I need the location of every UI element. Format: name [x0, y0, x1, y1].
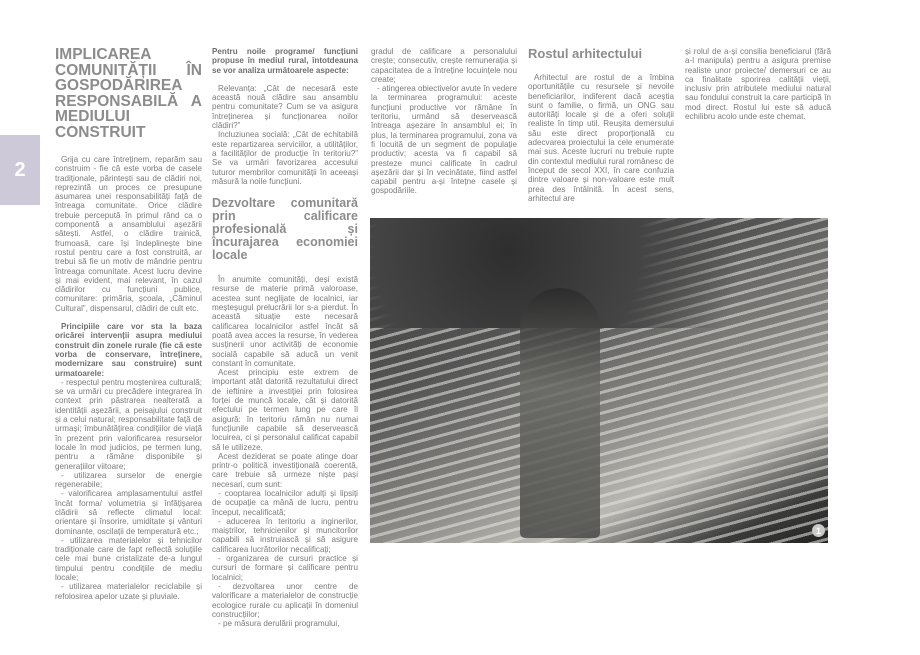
list-item: - utilizarea surselor de energie regenerabile;: [55, 470, 202, 490]
chapter-tab: [0, 135, 40, 205]
list-item: - aducerea în teritoriu a inginerilor, maiștrilor, tehnicienilor și muncitorilor capabili să instruiască și să asigure calificarea lucrătorilor necalificați;: [212, 516, 358, 554]
list-item: - valorificarea amplasamentului astfel încât forma/ volumetria și înfățișarea clădirii să reflecte climatul local: orientare și însorire, umiditate și vânturi dominante, oscilații de temperatură etc.;: [55, 489, 202, 536]
section-heading: Rostul arhitectului: [528, 46, 643, 61]
list-item: - utilizarea materialelor reciclabile și refolosirea apelor uzate și pluviale.: [55, 582, 202, 601]
photo-person: [520, 288, 600, 538]
list-item: - cooptarea localnicilor adulți și lipsiți de ocupație ca mână de lucru, pentru început, necalificată;: [212, 488, 358, 517]
list-item: - atingerea obiectivelor avute în vedere la terminarea programului: aceste funcțiuni productive vor rămâne în teritoriu, urmând să deservească întreaga așezare în ansamblul ei; în plus, la terminarea programului, zona va fi locuită de un segment de populație productiv; acesta va fi capabil să presteze munci calificate în cadrul așezării dar și în vecinătate, fiind astfel capabil pentru a-și întețne casele și gospodăriile.: [371, 84, 517, 196]
paragraph: Acest principiu este extrem de important atât datorită rezultatului direct de ieftinire a investiției prin folosirea forței de muncă locale, cât și datorită efectului pe termen lung pe care îl asigură: în teritoriu rămân nu numai funcțiunile capabile să deservească locuirea, ci și personalul calificat capabil să le utilizeze.: [212, 368, 358, 452]
column-3: [371, 47, 517, 196]
list-item: - respectul pentru moștenirea culturală; se va urmări cu precădere integrarea în context prin păstrarea nealterată a identității așezării, a peisajului construit și a celui natural; responsabilitate față de urmași; îmbunătățirea condițiilor de viață în prezent prin valorificarea resurselor locale în mod judicios, pe termen lung, pentru a rămâne disponibile și generațiilor viitoare;: [55, 377, 202, 471]
column-1: [55, 47, 202, 601]
column-5: [685, 47, 831, 121]
list-item: - dezvoltarea unor centre de valorificare a materialelor de construcție ecologice rurale cu aplicații în domeniul construcțiilor;: [212, 581, 358, 619]
paragraph: În anumite comunități, deși există resurse de materie primă valoroase, acestea sunt neglijate de localnici, iar meșteșugul prelucrării lor s-a pierdut. În această situație este necesară calificarea localnicilor astfel încât să poată avea acces la resurse, în vederea susținerii unor activități de economie socială capabile să aducă un venit constant în comunitate.: [212, 275, 358, 368]
paragraph: Grija cu care întreținem, reparăm sau construim - fie că este vorba de casele tradiționale, părintești sau de clădiri noi, reprezintă un proces ce presupune asumarea unei responsabilități față de întreaga comunitate. Orice clădire trebuie percepută în primul rând ca o componentă a ansamblului așezării sătești. Astfel, o clădire trainică, frumoasă, care își îndeplinește bine rostul pentru care a fost construită, ar trebui să fie un motiv de mândrie pentru întreaga comunitate. Acest lucru devine și mai evident, mai relevant, în cazul clădirilor cu funcțiuni publice, comunitare: primăria, școala, „Căminul Cultural”, dispensarul, clădiri de cult etc.: [55, 155, 202, 313]
paragraph: Relevanța: „Cât de necesară este această nouă clădire sau ansamblu pentru comunitate? Cum se va asigura întreținerea și funcționarea noilor clădiri?”: [212, 83, 358, 131]
list-item: - pe măsura derulării programului,: [218, 619, 340, 629]
page-title: IMPLICAREA COMUNITĂȚII ÎN GOSPODĂRIREA RESPONSABILĂ A MEDIULUI CONSTRUIT: [55, 46, 202, 141]
paragraph: Arhitectul are rostul de a îmbina oportunitățile cu resursele și nevoile beneficiarilor, indiferent dacă aceștia sunt o familie, o firmă, un ONG sau autorități locale și de a oferi soluții realiste în timp util. Reușita demersului său este direct proporțională cu adecvarea proiectului la cele enumerate mai sus. Aceste lucruri nu trebuie rupte din contextul mediului rural românesc de început de secol XXI, în care confuzia dintre valoare și non-valoare este mult prea des întâlnită. În acest sens, arhitectul are: [528, 73, 674, 203]
column-4: [528, 47, 674, 203]
photo-foliage: [370, 218, 828, 328]
photo-roof-worker: [370, 218, 828, 543]
paragraph: Incluziunea socială: „Cât de echitabilă este repartizarea serviciilor, a utilităților, a facilităților de producție în teritoriu?” Se va urmări favorizarea accesului tuturor membrilor comunității în aceeași măsură la noile funcțiuni.: [212, 130, 358, 186]
list-item: - utilizarea materialelor și tehnicilor tradiționale care de fapt reflectă soluțiile cele mai bune cristalizate de-a lungul timpului pentru condițiile de mediu locale;: [55, 535, 202, 583]
principles-intro: Principiile care vor sta la baza oricărei intervenții asupra mediului construit din zonele rurale (fie că este vorba de conservare, întreținere, modernizare sau construire) sunt urmatoarele:: [55, 322, 202, 378]
photo-number-badge: 1: [812, 524, 825, 537]
list-item: - organizarea de cursuri practice și cursuri de formare și calificare pentru localnici;: [212, 554, 358, 582]
paragraph: și rolul de a-și consilia beneficiarul (fără a-l manipula) pentru a asigura premise realiste unor proiecte/ demersuri ce au ca finalitate sporirea calității vieții, inclusiv prin atributele mediului natural sau fondului construit la care participă în mod direct. Rostul lui este să aducă echilibru acolo unde este chemat.: [685, 47, 831, 122]
paragraph: Acest deziderat se poate atinge doar printr-o politică investițională coerentă, care trebuie să urmeze niște pași necesari, cum sunt:: [212, 451, 358, 489]
programs-intro: Pentru noile programe/ funcțiuni propuse în mediul rural, întotdeauna se vor analiza următoarele aspecte:: [212, 47, 358, 75]
paragraph: gradul de calificare a personalului crește; consecutiv, crește remunerația și capacitatea de a întreține locuințele nou create;: [371, 47, 517, 84]
section-heading: Dezvoltare comunitară prin calificare profesională și încurajarea economiei locale: [212, 196, 358, 263]
chapter-number: 2: [14, 158, 26, 181]
column-2: [212, 47, 358, 628]
